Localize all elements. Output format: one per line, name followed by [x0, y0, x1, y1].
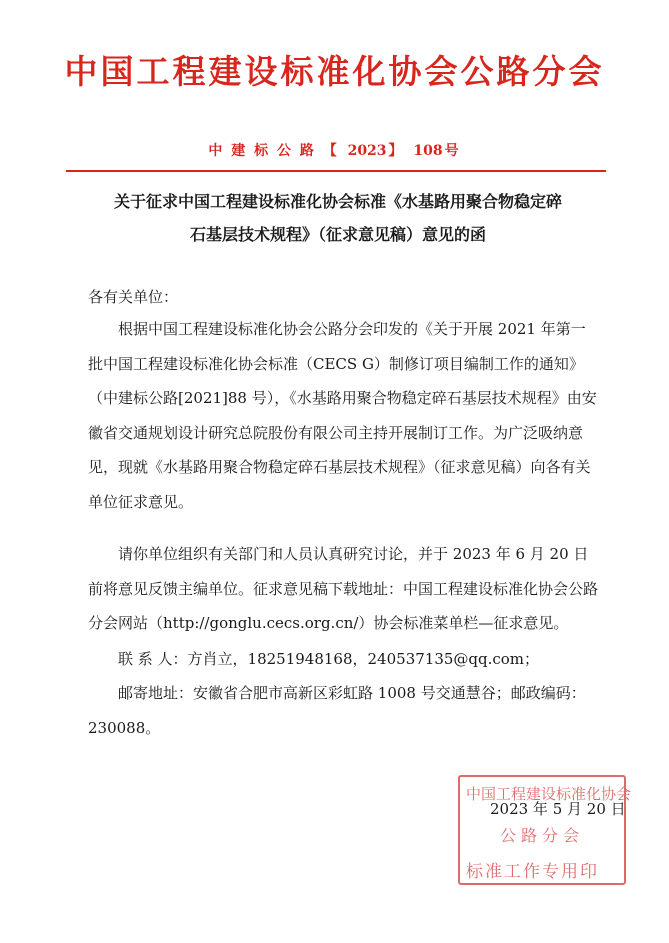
official-seal — [458, 775, 632, 885]
doc-year: 2023 — [347, 143, 387, 159]
issue-date: 2023 年 5 月 20 日 — [490, 800, 626, 818]
seal-line-1: 中国工程建设标准化协会 — [466, 785, 632, 803]
body-paragraph-1: 根据中国工程建设标准化协会公路分会印发的《关于开展 2021 年第一批中国工程建设标准化协会标准（CECS G）制修订项目编制工作的通知》（中建标公路[2021]88 号），《水基路用聚合物稳定碎石基层技术规程》由安徽省交通规划设计研究总院股份有限公司主持开展制订工作。为广泛吸纳意见，现就《水基路用聚合物稳定碎石基层技术规程》（征求意见稿）向各有关单位征求意见。 — [88, 320, 597, 511]
subject-line-1: 关于征求中国工程建设标准化协会标准《水基路用聚合物稳定碎 — [113, 192, 562, 211]
letterhead-divider — [66, 170, 606, 172]
letterhead-title: 中国工程建设标准化协会公路分会 — [64, 52, 605, 91]
contact-line: 联 系 人：方肖立，18251948168，240537135@qq.com； — [118, 650, 540, 668]
seal-line-2: 公路分会 — [499, 826, 584, 845]
salutation: 各有关单位： — [88, 288, 179, 306]
doc-prefix: 中 建 标 公 路 — [208, 143, 316, 159]
seal-line-3: 标准工作专用印 — [466, 862, 599, 882]
doc-bracket-close: 】 — [388, 143, 405, 159]
subject-line-2: 石基层技术规程》（征求意见稿）意见的函 — [189, 225, 486, 244]
body-paragraph-2: 请你单位组织有关部门和人员认真研究讨论，并于 2023 年 6 月 20 日前将意见反馈主编单位。征求意见稿下载地址：中国工程建设标准化协会公路分会网站（http://gonglu.cecs.org.cn/）协会标准菜单栏—征求意见。 — [88, 545, 599, 632]
doc-bracket-open: 【 — [322, 143, 339, 159]
doc-suffix: 号 — [444, 143, 461, 159]
document-number — [0, 140, 669, 160]
address-line: 邮寄地址：安徽省合肥市高新区彩虹路 1008 号交通慧谷；邮政编码：230088。 — [88, 684, 586, 737]
letter-subject — [78, 185, 598, 251]
doc-serial: 108 — [413, 143, 443, 159]
